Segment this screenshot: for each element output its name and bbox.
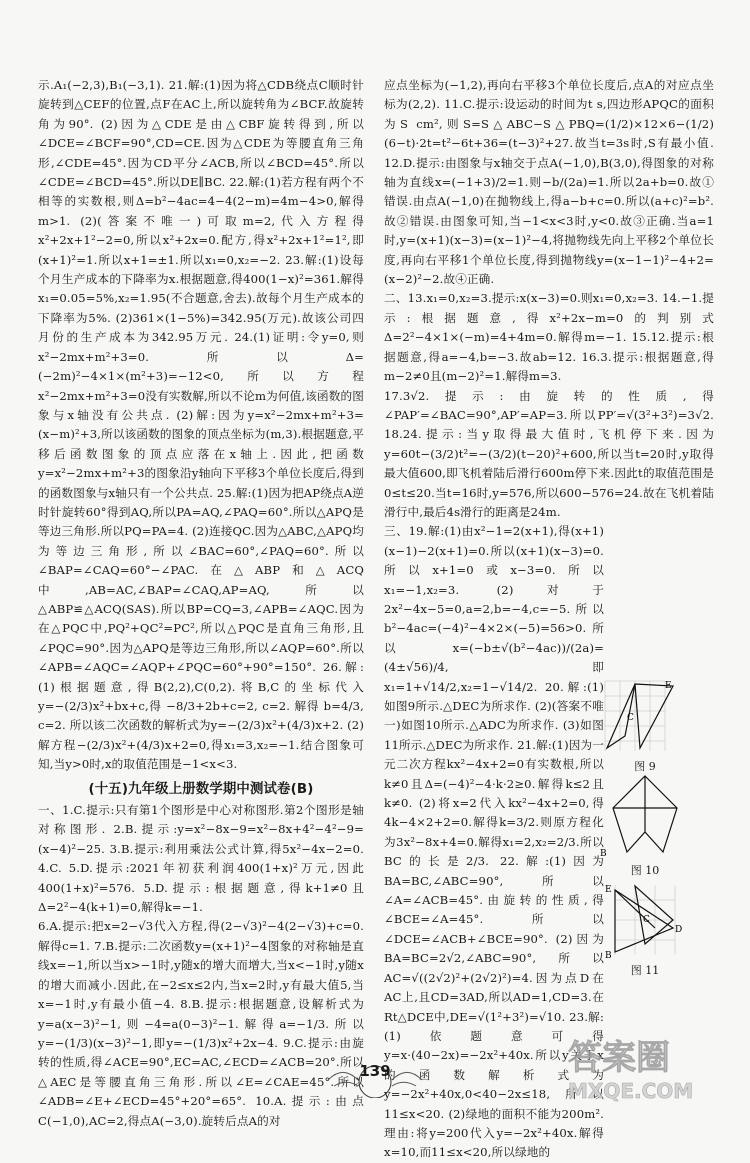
right-column [384, 76, 714, 1163]
answer-paragraph: 三、19.解:(1)由x²−1=2(x+1),得(x+1)(x−1)−2(x+1)=0.所以(x+1)(x−3)=0.所以x+1=0或x−3=0.所以x₁=−1,x₂=3. (2)对于2x²−4x−5=0,a=2,b=−4,c=−5.所以b²−4ac=(−4)²−4×2×(−5)=56>0.所以x=(−b±√(b²−4ac))/(2a)=(4±√56)/4,即x₁=1+√14/2,x₂=1−√14/2. 20.解:(1)如图9所示.△DEC为所求作. (2)(答案不唯一)如图10所示.△ADC为所求作. (3)如图11所示.△DEC为所求作. 21.解:(1)因为一元二次方程kx²−4x+2=0有实数根,所以k≠0且Δ=(−4)²−4·k·2≥0.解得k≤2且k≠0. (2)将x=2代入kx²−4x+2=0,得4k−4×2+2=0.解得k=3/2.则原方程化为3x²−8x+4=0.解得x₁=2,x₂=2/3.所以BC的长是2/3. 22.解:(1)因为BA=BC,∠ABC=90°,所以∠A=∠ACB=45°.由旋转的性质,得∠BCE=∠A=45°.所以∠DCE=∠ACB+∠BCE=90°. (2)因为BA=BC=2√2,∠ABC=90°,所以AC=√((2√2)²+(2√2)²)=4.因为点D在AC上,且CD=3AD,所以AD=1,CD=3.在Rt△DCE中,DE=√(1²+3²)=√10. 23.解:(1)依题意可得y=x·(40−2x)=−2x²+40x.所以y关于x的函数解析式为y=−2x²+40x,0<40−2x≤18,所以11≤x<20. (2)绿地的面积不能为200m².理由:将y=200代入y=−2x²+40x.解得x=10,而11≤x<20,所以绿地的 [384, 524, 604, 1160]
figure-9 [595, 676, 695, 774]
figure-9-label: 图 9 [634, 760, 656, 773]
figure-11 [595, 880, 695, 978]
svg-text:C: C [643, 915, 650, 925]
figure-10-diagram [595, 770, 695, 860]
svg-text:E: E [665, 681, 672, 691]
answer-paragraph: 一、1.C.提示:只有第1个图形是中心对称图形.第2个图形是轴对称图形. 2.B.提示:y=x²−8x−9=x²−8x+4²−4²−9=(x−4)²−25. 3.B.提示:利用乘法公式计算,得5x²−4x−2=0. 4.C. 5.D.提示:2021年初获利润400(1+x)²万元,因此400(1+x)²=576. 5.D.提示:根据题意,得k+1≠0且Δ=2²−4(k+1)=0,解得k=−1. [38, 803, 364, 915]
figure-11-diagram [595, 880, 695, 960]
answer-paragraph: 应点坐标为(−1,2),再向右平移3个单位长度后,点A的对应点坐标为(2,2). 11.C.提示:设运动的时间为t s,四边形APQC的面积为S cm²,则S=S△ABC−S△PBQ=(1/2)×12×6−(1/2)(6−t)·2t=t²−6t+36=(t−3)²+27.故当t=3s时,S有最小值. 12.D.提示:由图象与x轴交于点A(−1,0),B(3,0),得图象的对称轴为直线x=(−1+3)/2=1.则−b/(2a)=1.所以2a+b=0.故①错误.由点A(−1,0)在抛物线上,得a−b+c=0.所以(a+c)²=b².故②错误.由图象可知,当−1<x<3时,y<0.故③正确.当a=1时,y=(x+1)(x−3)=(x−1)²−4,将抛物线先向上平移2个单位长度,再向右平移1个单位长度,得到抛物线y=(x−1−1)²−4+2=(x−2)²−2.故④正确. [384, 78, 714, 287]
figure-9-diagram [595, 676, 695, 756]
left-column [38, 76, 364, 1131]
section-heading: (十五)九年级上册数学期中测试卷(B) [88, 781, 314, 797]
page-number: 139 [359, 1062, 391, 1080]
figure-10-label: 图 10 [630, 864, 660, 877]
watermark-top: 答案圈 [568, 1038, 670, 1078]
watermark-logo [568, 1030, 748, 1110]
svg-text:D: D [675, 925, 683, 935]
svg-text:E: E [605, 885, 612, 895]
answer-paragraph: 二、13.x₁=0,x₂=3.提示:x(x−3)=0.则x₁=0,x₂=3. 14.−1.提示:根据题意,得x²+2x−m=0的判别式Δ=2²−4×1×(−m)=4+4m=0.解得m=−1. 15.12.提示:根据题意,得a=−4,b=−3.故ab=12. 16.3.提示:根据题意,得m−2≠0且(m−2)²=1.解得m=3. [384, 291, 714, 384]
watermark-bottom: MXQE.COM [568, 1079, 694, 1103]
answer-paragraph: 17.3√2.提示:由旋转的性质,得∠PAP′=∠BAC=90°,AP′=AP=3.所以PP′=√(3²+3²)=3√2. 18.24.提示:当y取得最大值时,飞机停下来.因为y=60t−(3/2)t²=−(3/2)(t−20)²+600,所以当t=20时,y取得最大值600,即飞机着陆后滑行600m停下来.因此t的取值范围是0≤t≤20.当t=16时,y=576,所以600−576=24.故在飞机着陆滑行中,最后4s滑行的距离是24m. [384, 388, 714, 519]
answer-paragraph: 6.A.提示:把x=2−√3代入方程,得(2−√3)²−4(2−√3)+c=0.解得c=1. 7.B.提示:二次函数y=(x+1)²−4图象的对称轴是直线x=−1,所以当x>−1时,y随x的增大而增大,当x<−1时,y随x的增大而减小.因此,在−2≤x≤2内,当x=2时,y有最大值5,当x=−1时,y有最小值−4. 8.B.提示:根据题意,设解析式为y=a(x−3)²−1,则−4=a(0−3)²−1.解得a=−1/3.所以y=−(1/3)(x−3)²−1,即y=−(1/3)x²+2x−4. 9.C.提示:由旋转的性质,得∠ACE=90°,EC=AC,∠ECD=∠ACB=20°.所以△AEC是等腰直角三角形.所以∠E=∠CAE=45°.所以∠ADB=∠E+∠ECD=45°+20°=65°. 10.A.提示:由点C(−1,0),AC=2,得点A(−3,0).旋转后点A的对 [38, 919, 364, 1128]
svg-text:B: B [600, 849, 607, 859]
figure-11-label: 图 11 [630, 964, 660, 977]
answer-paragraph: 示.A₁(−2,3),B₁(−3,1). 21.解:(1)因为将△CDB绕点C顺时针旋转到△CEF的位置,点F在AC上,所以旋转角为∠BCF.故旋转角为90°. (2)因为△CDE是由△CBF旋转得到,所以∠DCE=∠BCF=90°,CD=CE.因为△CDE为等腰直角三角形,∠CDE=45°.因为CD平分∠ACB,所以∠BCD=45°.所以∠CDE=∠BCD=45°.所以DE∥BC. 22.解:(1)若方程有两个不相等的实数根,则Δ=b²−4ac=4−4(2−m)=4m−4>0,解得m>1. (2)(答案不唯一)可取m=2,代入方程得x²+2x+1²−2=0,所以x²+2x=0.配方,得x²+2x+1²=1²,即(x+1)²=1.所以x+1=±1.所以x₁=0,x₂=−2. 23.解:(1)设每个月生产成本的下降率为x.根据题意,得400(1−x)²=361.解得x₁=0.05=5%,x₂=1.95(不合题意,舍去).故每个月生产成本的下降率为5%. (2)361×(1−5%)=342.95(万元).故该公司四月份的生产成本为342.95万元. 24.(1)证明:令y=0,则x²−2mx+m²+3=0.所以Δ=(−2m)²−4×1×(m²+3)=−12<0,所以方程x²−2mx+m²+3=0没有实数解,所以不论m为何值,该函数的图象与x轴没有公共点. (2)解:因为y=x²−2mx+m²+3=(x−m)²+3,所以该函数的图象的顶点坐标为(m,3).根据题意,平移后函数图象的顶点应落在x轴上.因此,把函数y=x²−2mx+m²+3的图象沿y轴向下平移3个单位长度后,得到的函数图象与x轴只有一个公共点. 25.解:(1)因为把AP绕点A逆时针旋转60°得到AQ,所以PA=AQ,∠PAQ=60°.所以△APQ是等边三角形.所以PQ=PA=4. (2)连接QC.因为△ABC,△APQ均为等边三角形,所以∠BAC=60°,∠PAQ=60°.所以∠BAP=∠CAQ=60°−∠PAC.在△ABP和△ACQ中,AB=AC,∠BAP=∠CAQ,AP=AQ,所以△ABP≌△ACQ(SAS).所以BP=CQ=3,∠APB=∠AQC.因为在△PQC中,PQ²+QC²=PC²,所以△PQC是直角三角形,且∠PQC=90°.因为△APQ是等边三角形,所以∠AQP=60°.所以∠APB=∠AQC=∠AQP+∠PQC=60°+90°=150°. 26.解:(1)根据题意,得B(2,2),C(0,2).将B,C的坐标代入y=−(2/3)x²+bx+c,得 −8/3+2b+c=2, c=2. 解得 b=4/3, c=2. 所以该二次函数的解析式为y=−(2/3)x²+(4/3)x+2. (2)解方程−(2/3)x²+(4/3)x+2=0,得x₁=3,x₂=−1.结合图象可知,当y>0时,x的取值范围是−1<x<3. [38, 78, 364, 772]
svg-text:B: B [605, 951, 612, 960]
figure-10 [595, 770, 695, 878]
svg-text:C: C [627, 713, 634, 723]
